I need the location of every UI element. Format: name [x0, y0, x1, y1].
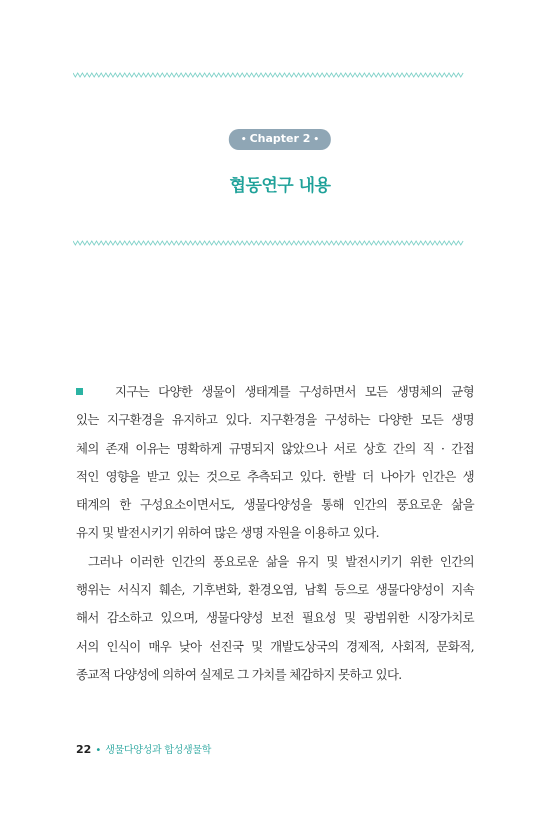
bottom-zigzag-divider — [73, 240, 464, 246]
chapter-label: Chapter 2 — [249, 132, 311, 145]
paragraph-1-line-5: 태계의 한 구성요소이면서도, 생물다양성을 통해 인간의 풍요로운 삶을 — [76, 497, 474, 513]
line-text: 지구는 다양한 생물이 생태계를 구성하면서 모든 생명체의 균형 — [115, 384, 474, 399]
paragraph-2-line-2: 행위는 서식지 훼손, 기후변화, 환경오염, 남획 등으로 생물다양성이 지속 — [76, 582, 474, 598]
chapter-badge — [229, 129, 331, 150]
body-text — [76, 378, 474, 689]
paragraph-1-line-2: 있는 지구환경을 유지하고 있다. 지구환경을 구성하는 다양한 모든 생명 — [76, 412, 474, 428]
page-footer — [76, 741, 211, 756]
paragraph-2-line-3: 해서 감소하고 있으며, 생물다양성 보전 필요성 및 광범위한 시장가치로 — [76, 610, 474, 626]
badge-dot-right: • — [313, 135, 320, 145]
page-number: 22 — [76, 743, 92, 756]
chapter-title: 협동연구 내용 — [229, 176, 331, 196]
footer-separator: • — [95, 745, 102, 756]
paragraph-1-line-3: 체의 존재 이유는 명확하게 규명되지 않았으나 서로 상호 간의 직 · 간접 — [76, 440, 474, 456]
square-bullet-icon — [76, 388, 83, 395]
book-title: 생물다양성과 합성생물학 — [105, 745, 212, 756]
paragraph-2-line-4: 서의 인식이 매우 낮아 선진국 및 개발도상국의 경제적, 사회적, 문화적, — [76, 638, 474, 654]
paragraph-1-line-6: 유지 및 발전시키기 위하여 많은 생명 자원을 이용하고 있다. — [76, 525, 379, 541]
top-zigzag-divider — [73, 72, 464, 78]
paragraph-2-line-1: 그러나 이러한 인간의 풍요로운 삶을 유지 및 발전시키기 위한 인간의 — [88, 553, 474, 569]
paragraph-1-line-4: 적인 영향을 받고 있는 것으로 추측되고 있다. 한발 더 나아가 인간은 생 — [76, 468, 474, 484]
paragraph-1-line-1 — [76, 378, 474, 406]
paragraph-2-line-5: 종교적 다양성에 의하여 실제로 그 가치를 체감하지 못하고 있다. — [76, 666, 402, 682]
badge-dot-left: • — [240, 135, 247, 145]
